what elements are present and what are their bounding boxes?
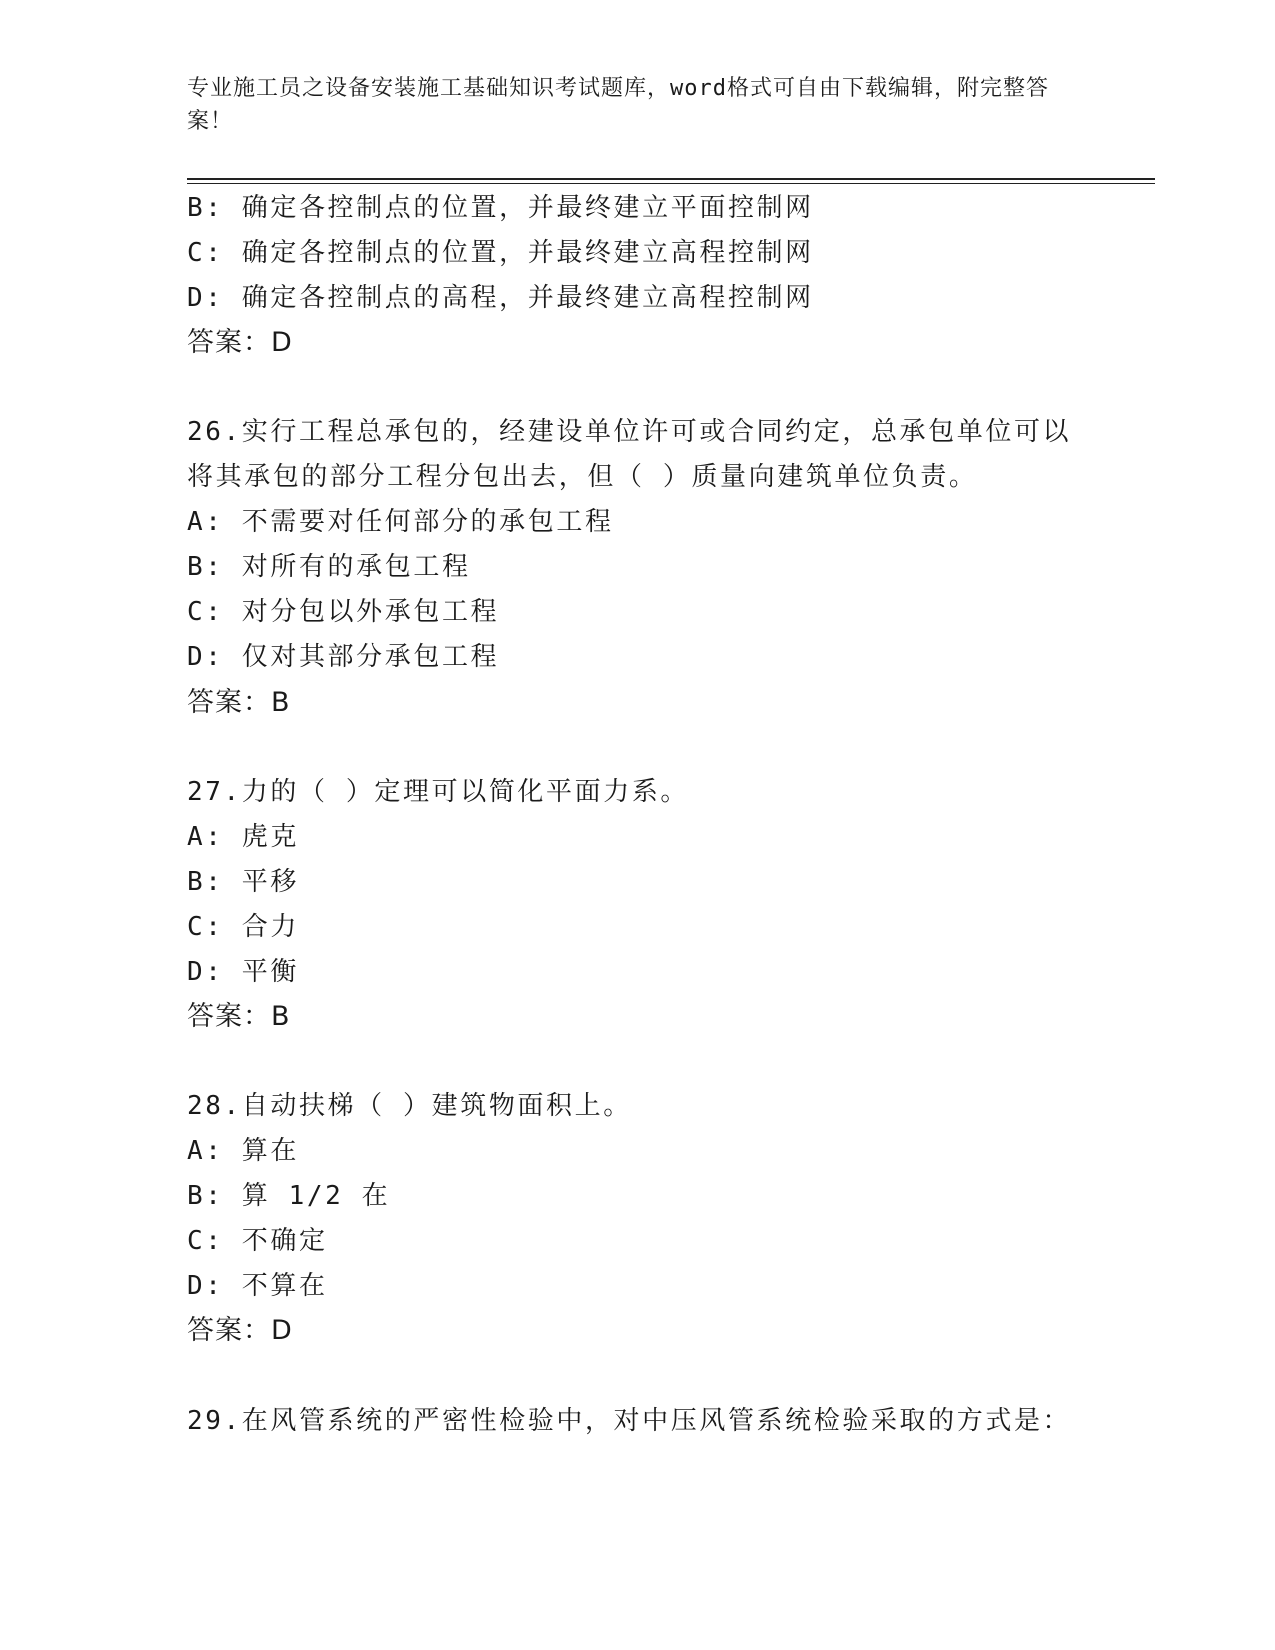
q27-option-a: A: 虎克 xyxy=(187,822,299,852)
q26-option-a: A: 不需要对任何部分的承包工程 xyxy=(187,507,614,537)
q25-option-c: C: 确定各控制点的位置，并最终建立高程控制网 xyxy=(187,238,814,268)
q25-answer: 答案：D xyxy=(187,327,293,358)
q25-option-d: D: 确定各控制点的高程，并最终建立高程控制网 xyxy=(187,283,814,313)
q25-option-b: B: 确定各控制点的位置，并最终建立平面控制网 xyxy=(187,193,814,223)
q28-stem: 28.自动扶梯（ ）建筑物面积上。 xyxy=(187,1091,632,1121)
q26-stem-line1: 26.实行工程总承包的，经建设单位许可或合同约定，总承包单位可以 xyxy=(187,417,1072,447)
header-divider-thick xyxy=(187,178,1155,180)
q28-option-a: A: 算在 xyxy=(187,1136,299,1166)
header-note: 专业施工员之设备安装施工基础知识考试题库，word格式可自由下载编辑，附完整答案！ xyxy=(187,76,1049,134)
q27-option-b: B: 平移 xyxy=(187,867,299,897)
q27-option-d: D: 平衡 xyxy=(187,957,299,987)
q28-option-b: B: 算 1/2 在 xyxy=(187,1181,391,1211)
q29-stem: 29.在风管系统的严密性检验中，对中压风管系统检验采取的方式是： xyxy=(187,1406,1072,1436)
q27-answer: 答案：B xyxy=(187,1001,291,1032)
q26-stem-line2: 将其承包的部分工程分包出去，但（ ）质量向建筑单位负责。 xyxy=(187,462,978,492)
q26-option-d: D: 仅对其部分承包工程 xyxy=(187,642,500,672)
q27-stem: 27.力的（ ）定理可以简化平面力系。 xyxy=(187,777,690,807)
q27-option-c: C: 合力 xyxy=(187,912,299,942)
q28-answer: 答案：D xyxy=(187,1315,293,1346)
q26-answer: 答案：B xyxy=(187,687,291,718)
q28-option-c: C: 不确定 xyxy=(187,1226,328,1256)
q28-option-d: D: 不算在 xyxy=(187,1271,328,1301)
header-divider-thin xyxy=(187,183,1155,184)
q26-option-c: C: 对分包以外承包工程 xyxy=(187,597,500,627)
q26-option-b: B: 对所有的承包工程 xyxy=(187,552,471,582)
